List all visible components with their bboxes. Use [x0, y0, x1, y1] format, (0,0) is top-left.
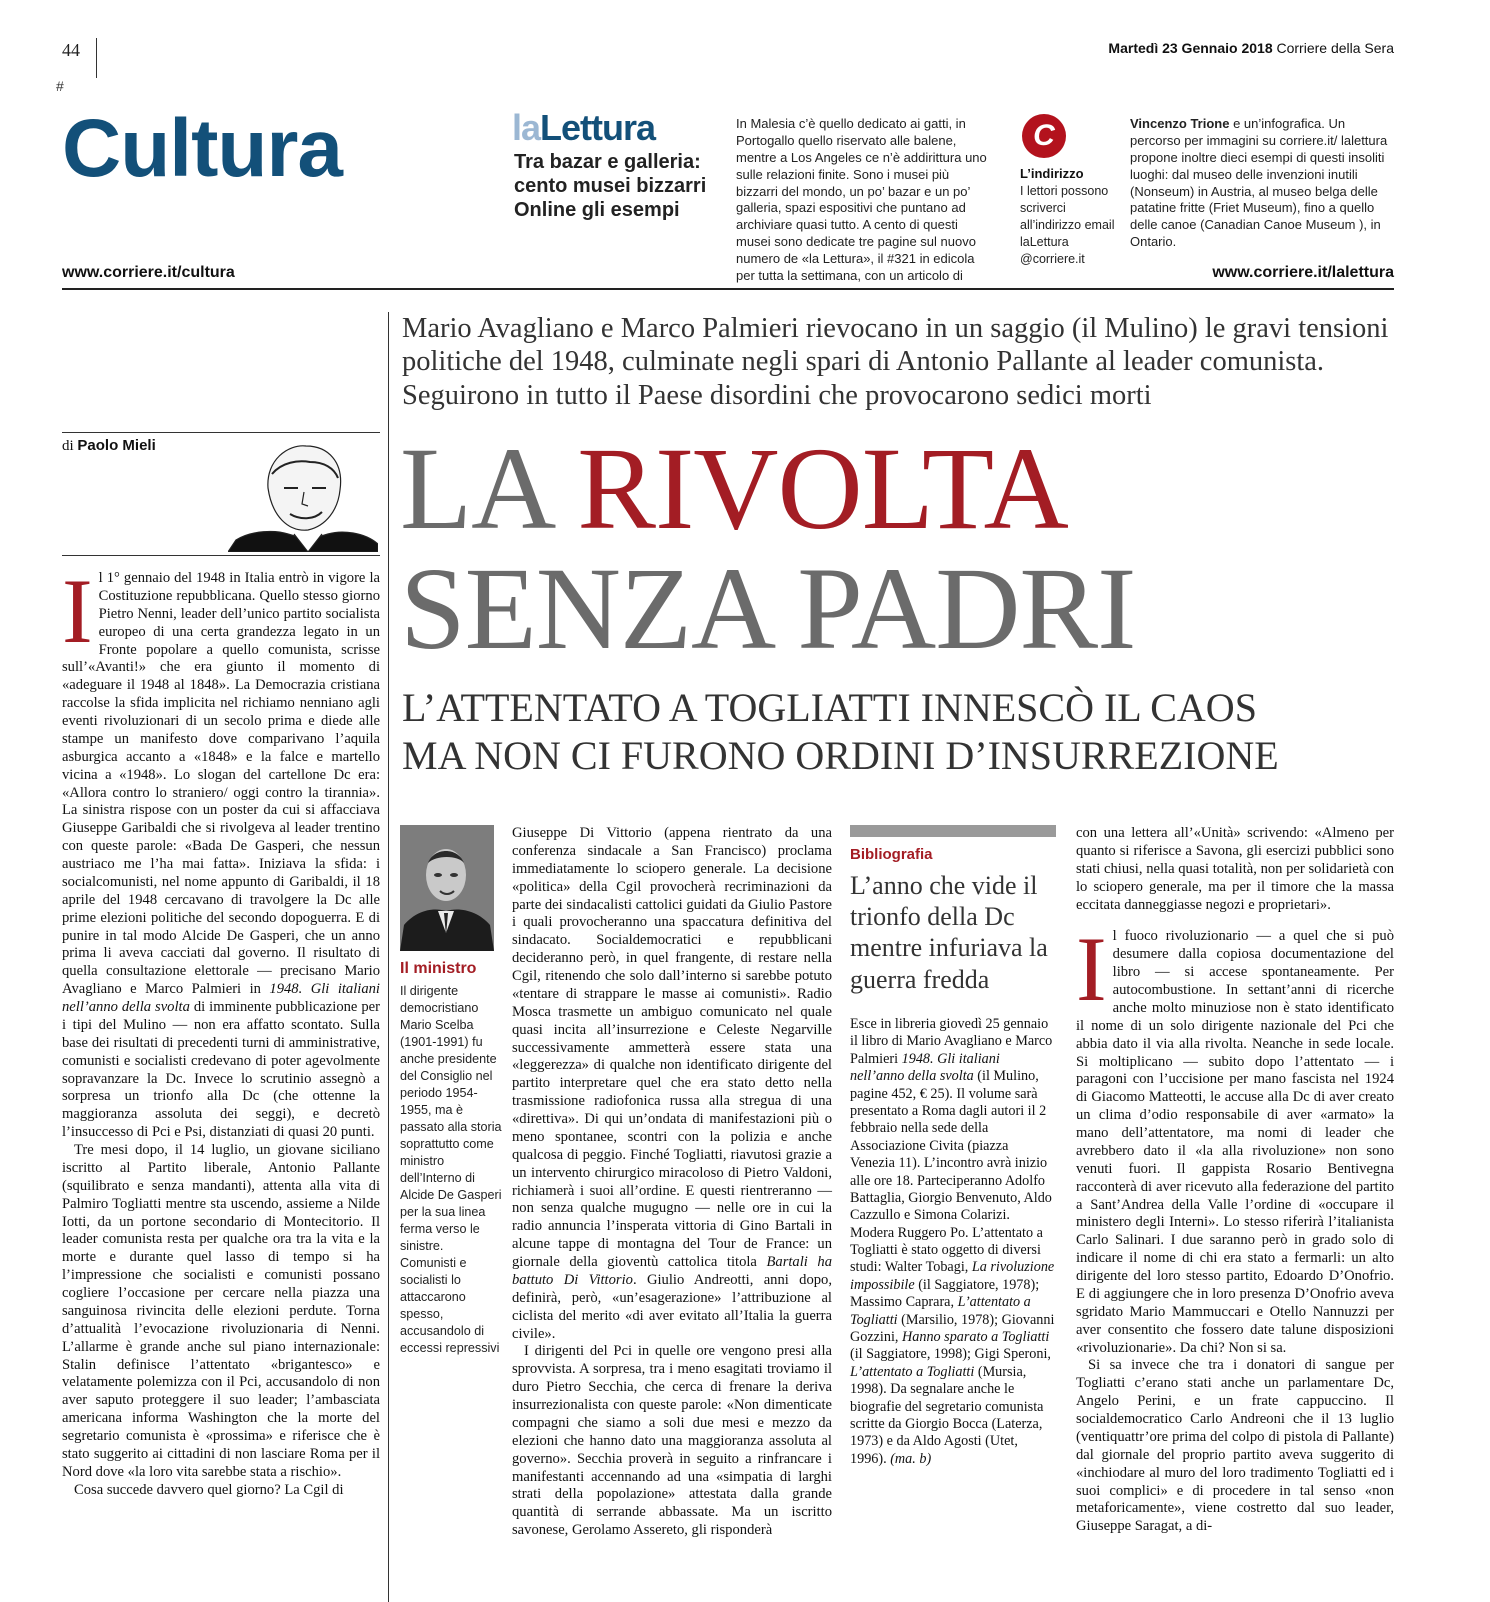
signature: (ma. b) — [890, 1450, 932, 1467]
lettura-text-right — [1130, 116, 1392, 251]
headline-rivolta: RIVOLTA — [577, 423, 1068, 554]
date-line — [1108, 40, 1394, 56]
article-deck: Mario Avagliano e Marco Palmieri rievocano in un saggio (il Mulino) le gravi tensioni politiche del 1948, culminate negli spari di Antonio Pallante al leader comunista. Seguirono in tutto il Paese disordini che provocarono sedici morti — [402, 313, 1389, 411]
subheadline-line-1: L’ATTENTATO A TOGLIATTI INNESCÒ IL CAOS — [402, 685, 1257, 730]
drop-cap: I — [62, 560, 93, 662]
indirizzo-title: L’indirizzo — [1020, 166, 1084, 181]
paragraph: I dirigenti del Pci in quelle ore vengono presi alla sprovvista. A sorpresa, tra i meno esagitati troviamo il duro Pietro Secchia, che cerca di frenare la deriva insurrezionalista con queste parole: «Non dimenticate compagni che siamo a soli due mesi e mezzo da elezioni che hanno dato una maggioranza assoluta al governo». Secchia proverà in seguito a rinfrancare i manifestanti accennando ad una «simpatia di larghi strati della popolazione» attestata dalla grande quantità di serrande abbassate. Ma un iscritto savonese, Gerolamo Assereto, gli risponderà — [512, 1343, 832, 1539]
paragraph: Tre mesi dopo, il 14 luglio, un giovane siciliano iscritto al Partito liberale, Antonio Pallante (squilibrato e senza mandanti), attenta alla vita di Palmiro Togliatti mentre sta uscendo, assieme a Nilde Iotti, da un portone secondario di Montecitorio. Il leader comunista resta per qualche ora tra la vita e la morte e durante quel lasso di tempo si ha l’impressione che socialisti e comunisti possano cogliere l’occasione per cercare nella piazza una sanguinosa rivincita delle elezioni perdute. Torna d’attualità l’evocazione rivoluzionaria di Nenni. L’allarme è grande anche sul piano internazionale: Stalin definisce l’attentato «brigantesco» e velatamente polemizza con il Pci, accusandolo di non aver saputo proteggere il suo leader; l’ambasciata americana informa Washington che la morte del segretario comunista è «prossima» e riferisce che è stato suggerito ai cittadini di non lasciare Roma per il Nord dove «la loro vita sarebbe stata a rischio». — [62, 1142, 380, 1480]
corriere-c-icon: C — [1022, 114, 1066, 158]
lettura-logo-la: la — [512, 107, 541, 148]
page-number-divider — [96, 38, 97, 78]
byline-prefix: di — [62, 438, 74, 454]
lettura-url[interactable]: www.corriere.it/lalettura — [1212, 264, 1394, 281]
paragraph: Il fuoco rivoluzionario — a quel che si può desumere dalla copiosa documentazione del libro — si accese spontaneamente. Per autocombustione. In settant’anni di ricerche anche molto minuziose non è stato identificato il nome di un solo dirigente nazionale del Pci che abbia dato il via alla rivolta. Neanche in sede locale. Si moltiplicano — subito dopo l’attentato — i paragoni con l’uccisione per mano fascista nel 1924 di Giacomo Matteotti, le accuse alla Dc di aver creato un clima d’odio responsabile di aver «armato» la mano dell’attentatore, ma nomi di leader che avrebbero dato il «la alla rivoluzione» non sono venuti fuori. Il gappista Rosario Bentivegna racconterà di aver ricevuto alla federazione del partito a Sant’Andrea della Valle l’ordine di «occupare il ministero degli Interni». Lo stesso riferirà l’italianista Carlo Salinari. I due saranno però in grado solo di indicare il nome di chi era stato a fermarli: un alto dirigente del loro stesso partito, Edoardo D’Onofrio. E di aggiungere che in loro presenza D’Onofrio aveva sgridato Mario Mammuccari e Otello Nannuzzi per aver consentito che fossero date talune disposizioni «rivoluzionarie». Da chi? Non si sa. — [1076, 918, 1394, 1356]
byline-rule — [62, 432, 380, 433]
bibliography-label: Bibliografia — [850, 846, 933, 863]
date: Martedì 23 Gennaio 2018 — [1108, 40, 1273, 56]
bibliography-text: Esce in libreria giovedì 25 gennaio il libro di Mario Avagliano e Marco Palmieri 1948. Gli italiani nell’anno della svolta (il Mulino, pagine 452, € 25). Il volume sarà presentato a Roma dagli autori il 2 febbraio nella sede della Associazione Civita (piazza Venezia 11). L’incontro avrà inizio alle ore 18. Parteciperanno Adolfo Battaglia, Giorgio Benvenuto, Aldo Cazzullo e Simona Colarizi. Modera Ruggero Po. L’attentato a Togliatti è stato oggetto di diversi studi: Walter Tobagi, La rivoluzione impossibile (il Saggiatore, 1978); Massimo Caprara, L’attentato a Togliatti (Marsilio, 1978); Giovanni Gozzini, Hanno sparato a Togliatti (il Saggiatore, 1998); Gigi Speroni, L’attentato a Togliatti (Mursia, 1998). Da segnalare anche le biografie del segretario comunista scritte da Giorgio Bocca (Laterza, 1973) e da Aldo Agosti (Utet, 1996). (ma. b) — [850, 1016, 1055, 1467]
lettura-logo-lettura: Lettura — [540, 107, 656, 148]
article-column-3 — [512, 825, 832, 1540]
byline — [62, 437, 156, 455]
lettura-text-right-body: e un’infografica. Un percorso per immagini su corriere.it/ lalettura propone inoltre dieci esempi di questi insoliti luoghi: dal museo delle invenzioni inutili (Nonseum) in Austria, al museo belga delle patatine fritte (Friet Museum), fino a quello delle canoe (Canadian Canoe Museum ), in Ontario. — [1130, 116, 1388, 250]
lettura-text: In Malesia c’è quello dedicato ai gatti, in Portogallo quello riservato alle balene, mentre a Los Angeles ce n’è addirittura uno sulle relazioni finite. Sono i musei più bizzarri del mondo, un po’ bazar e un po’ galleria, spazi espositivi che puntano ad archiviare quasi tutto. A cento di questi musei sono dedicate tre pagine sul nuovo numero de «la Lettura», il #321 in edicola per tutta la settimana, con un articolo di — [736, 116, 987, 284]
newspaper-name: Corriere della Sera — [1276, 40, 1394, 56]
quote-mark: # — [56, 78, 64, 94]
indirizzo-text: I lettori possono scriverci all’indirizzo email laLettura @corriere.it — [1020, 184, 1115, 266]
headline-line-1 — [400, 423, 1068, 554]
headline-la: LA — [400, 423, 549, 554]
portrait-rule — [62, 555, 380, 556]
column-divider — [388, 312, 389, 1602]
author: Paolo Mieli — [77, 437, 156, 454]
lettura-headline: Tra bazar e galleria: cento musei bizzarri Online gli esempi — [514, 151, 707, 221]
minister-title: Il ministro — [400, 960, 477, 977]
minister-caption: Il dirigente democristiano Mario Scelba (1901-1991) fu anche presidente del Consiglio nel periodo 1954-1955, ma è passato alla storia soprattutto come ministro dell’Interno di Alcide De Gasperi per la sua linea ferma verso le sinistre. Comunisti e socialisti lo attaccarono spesso, accusandolo di eccessi repressivi — [400, 984, 502, 1355]
author-name: Vincenzo Trione — [1130, 116, 1230, 131]
book-title: 1948. Gli italiani nell’anno della svolta — [62, 981, 380, 1015]
paragraph: Cosa succede davvero quel giorno? La Cgil di — [74, 1481, 344, 1498]
paragraph: Il 1° gennaio del 1948 in Italia entrò in vigore la Costituzione repubblicana. Quello stesso giorno Pietro Nenni, leader dell’unico partito socialista europeo di una certa grandezza legato in un Fronte popolare a quello comunista, scrisse sull’«Avanti!» che era giunto il momento di «adeguare il 1948 al 1848». La Democrazia cristiana raccolse la sfida implicita nel richiamo nenniano agli eventi rivoluzionari di un secolo prima e diede alle stampe un manifesto dove comparivano l’aquila asburgica accanto a «1848» e la falce e martello vicina a «1948». Lo slogan del cartellone Dc era: «Allora contro lo straniero/ oggi contro la tirannia». La sinistra rispose con un poster da cui si affacciava Giuseppe Garibaldi che si rivolgeva al leader trentino con queste parole: «Bada De Gasperi, che nessun austriaco me l’ha mai fatta». Iniziava la sfida: i socialcomunisti, nel nome appunto di Garibaldi, il 18 aprile del 1948 cercavano di travolgere la Dc alle prime elezioni politiche del secondo dopoguerra. E di punire in tal modo Alcide De Gasperi, che un anno prima li aveva cacciati dal governo. Il risultato di quella consultazione elettorale — precisano Mario Avagliano e Marco Palmieri in 1948. Gli italiani nell’anno della svolta di imminente pubblicazione per i tipi del Mulino — non era affatto scontato. Sulla base dei risultati di precedenti turni di amministrative, comunisti e socialisti credevano di poter agevolmente sopravanzare la Dc. Invece lo scrutinio assegnò a sorpresa un trionfo alla Dc (che ottenne la maggioranza assoluta dei seggi), e decretò l’insuccesso di Pci e Psi, distanziati di quasi 20 punti. — [62, 560, 380, 1141]
bibliography-title: L’anno che vide il trionfo della Dc mentre infuriava la guerra fredda — [850, 871, 1048, 994]
bibliography-rule — [850, 825, 1056, 837]
paragraph: Giuseppe Di Vittorio (appena rientrato da una conferenza sindacale a San Francisco) proclama immediatamente lo sciopero generale. La decisione «politica» della Cgil provocherà recriminazioni da parte dei sindacalisti cattolici guidati da Giulio Pastore i quali provocheranno una spaccatura definitiva del sindacato. Socialdemocratici e repubblicani decideranno però, in quel frangente, di restare nella Cgil, ritenendo che solo dall’interno si sarebbe potuto «tentare di strappare le masse ai comunisti». Radio Mosca trasmette un ambiguo comunicato nel quale quasi incita all’insurrezione e Celeste Negarville successivamente ammetterà essere stata una «leggerezza» di qualche non identificato dirigente del partito interpretare quel che era stato detto nella trasmissione radiofonica russa alla stregua di una «direttiva». Di qui un’ondata di manifestazioni più o meno spontanee, scontri con la polizia e anche qualcosa di peggio. Finché Togliatti, riavutosi grazie a un intervento chirurgico miracoloso di Pietro Valdoni, richiamerà i suoi all’ordine. E questi rientreranno — non senza qualche mugugno — nelle ore in cui la radio annuncia l’insperata vittoria di Gino Bartali in alcune tappe di montagna del Tour de France: un giornale della gioventù cattolica titola Bartali ha battuto Di Vittorio. Giulio Andreotti, anni dopo, definirà, però, «un’esagerazione» l’attribuzione al ciclista del merito «di aver evitato all’Italia la guerra civile». — [512, 825, 832, 1342]
author-portrait-image — [228, 440, 378, 552]
headline-line-2: SENZA PADRI — [400, 543, 1136, 674]
article-column-1 — [62, 560, 380, 1500]
article-column-5 — [1076, 825, 1394, 1536]
section-url[interactable]: www.corriere.it/cultura — [62, 264, 235, 281]
subheadline-line-2: MA NON CI FURONO ORDINI D’INSURREZIONE — [402, 733, 1279, 778]
paragraph: con una lettera all’«Unità» scrivendo: «Almeno per quanto si riferisce a Savona, gli esercizi pubblici sono stati chiusi, nella quasi totalità, non per solidarietà con lo sciopero generale, ma per il timore che la massa eccitata danneggiasse negozi e proprietari». — [1076, 825, 1394, 913]
subheadline — [402, 684, 1392, 780]
lettura-logo — [512, 107, 656, 148]
section-title: Cultura — [62, 103, 342, 194]
minister-photo-image — [400, 825, 494, 951]
newspaper-headline-quote: Bartali ha battuto Di Vittorio — [512, 1254, 832, 1288]
drop-cap: I — [1076, 918, 1107, 1021]
paragraph: Si sa invece che tra i donatori di sangue per Togliatti c’erano stati anche un parlamentare Dc, Angelo Perini, e un frate cappuccino. Il socialdemocratico Carlo Andreoni che il 13 luglio (ventiquattr’ore prima del colpo di pistola di Pallante) dal giornale del proprio partito aveva suggerito di «inchiodare al muro del loro tradimento Togliatti ed i suoi complici» e di procedere in tal senso «non metaforicamente», viene costretto dal suo leader, Giuseppe Saragat, a di- — [1076, 1357, 1394, 1535]
header-rule — [62, 288, 1394, 290]
page-number: 44 — [62, 40, 80, 60]
